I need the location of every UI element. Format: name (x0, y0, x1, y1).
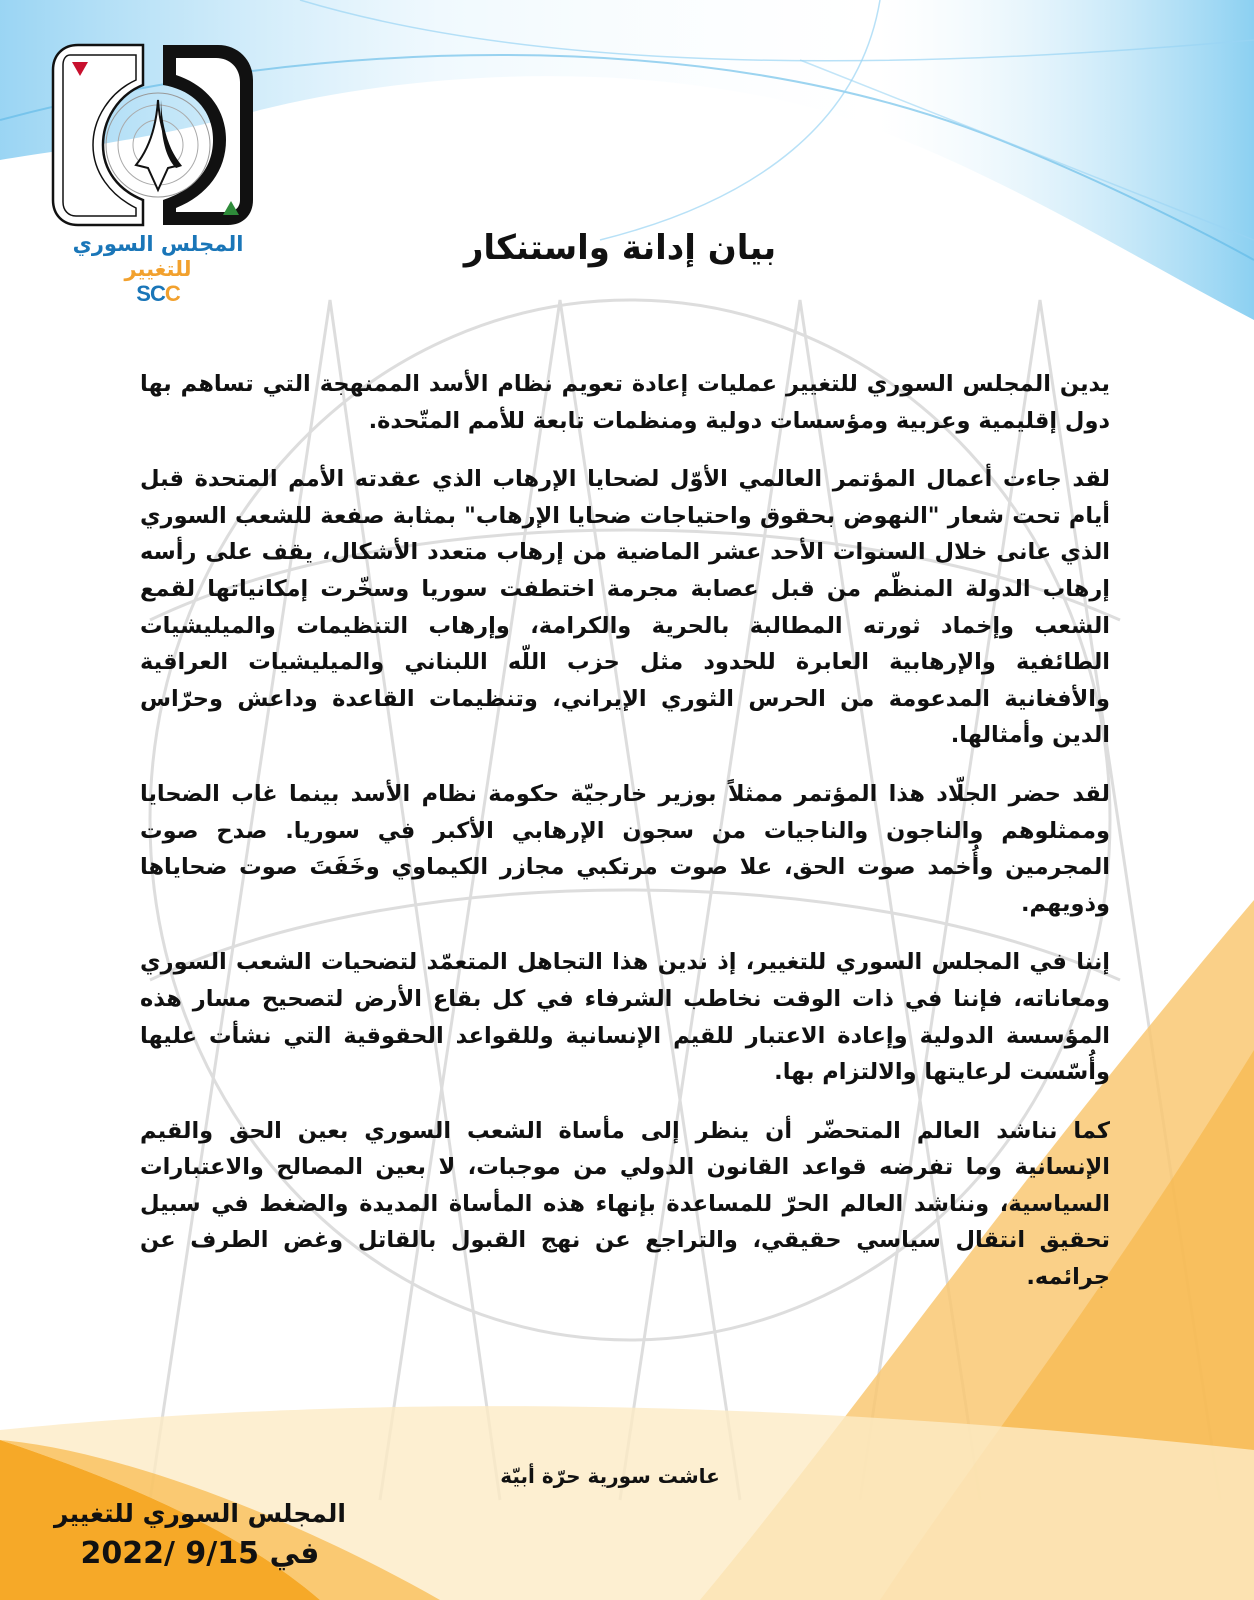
signature-organization: المجلس السوري للتغيير (54, 1499, 346, 1528)
statement-body (140, 366, 1110, 1318)
paragraph: إننا في المجلس السوري للتغيير، إذ ندين هذا التجاهل المتعمّد لتضحيات الشعب السوري ومعاناته، فإننا في ذات الوقت نخاطب الشرفاء في كل بقاع الأرض لتصحيح مسار هذه المؤسسة الدولية وإعادة الاعتبار للقيم الإنسانية وللقواعد الحقوقية التي نشأت عليها وأُسّست لرعايتها والالتزام بها. (140, 949, 1110, 1086)
logo-abbreviation: SCC (136, 281, 180, 307)
paragraph: كما نناشد العالم المتحضّر أن ينظر إلى مأساة الشعب السوري بعين الحق والقيم الإنسانية وما تفرضه قواعد القانون الدولي من موجبات، لا بعين المصالح والاعتبارات السياسية، ونناشد العالم الحرّ للمساعدة بإنهاء هذه المأساة المديدة والضغط في سبيل تحقيق انتقال سياسي حقيقي، والتراجع عن نهج القبول بالقاتل وغض الطرف عن جرائمه. (140, 1117, 1110, 1291)
signature-block (30, 1496, 370, 1576)
paragraph: لقد جاءت أعمال المؤتمر العالمي الأوّل لضحايا الإرهاب الذي عقدته الأمم المتحدة قبل أيام تحت شعار "النهوض بحقوق واحتياجات ضحايا الإرهاب" بمثابة صفعة للشعب السوري الذي عانى خلال السنوات الأحد عشر الماضية من إرهاب متعدد الأشكال، يقف على رأسه إرهاب الدولة المنظّم من قبل عصابة مجرمة اختطفت سوريا وسخّرت إمكانياتها لقمع الشعب وإخماد ثورته المطالبة بالحرية والكرامة، وإرهاب التنظيمات والميليشيات الطائفية والإرهابية العابرة للحدود مثل حزب اللّه اللبناني والميليشيات العراقية والأفغانية المدعومة من الحرس الثوري الإيراني، وتنظيمات القاعدة وداعش وحرّاس الدين وأمثالها. (140, 466, 1110, 749)
signature-date: في 9/15 /2022 (80, 1536, 320, 1571)
logo-arabic-name: المجلس السوري للتغيير (72, 232, 244, 282)
statement-title: بيان إدانة واستنكار (463, 228, 777, 268)
closing-slogan: عاشت سورية حرّة أبيّة (500, 1464, 720, 1488)
logo-emblem (48, 40, 268, 230)
paragraph: لقد حضر الجلّاد هذا المؤتمر ممثلاً بوزير خارجيّة حكومة نظام الأسد بينما غاب الضحايا وممثلوهم والناجون والناجيات من سجون الإرهابي الأكبر في سوريا. صدح صوت المجرمين وأُخمد صوت الحق، علا صوت مرتكبي مجازر الكيماوي وخَفَتَ صوت ضحاياها وذويهم. (140, 780, 1110, 917)
scc-logo (48, 40, 268, 307)
paragraph: يدين المجلس السوري للتغيير عمليات إعادة تعويم نظام الأسد الممنهجة التي تساهم بها دول إقليمية وعربية ومؤسسات دولية ومنظمات تابعة للأمم المتّحدة. (140, 371, 1110, 434)
